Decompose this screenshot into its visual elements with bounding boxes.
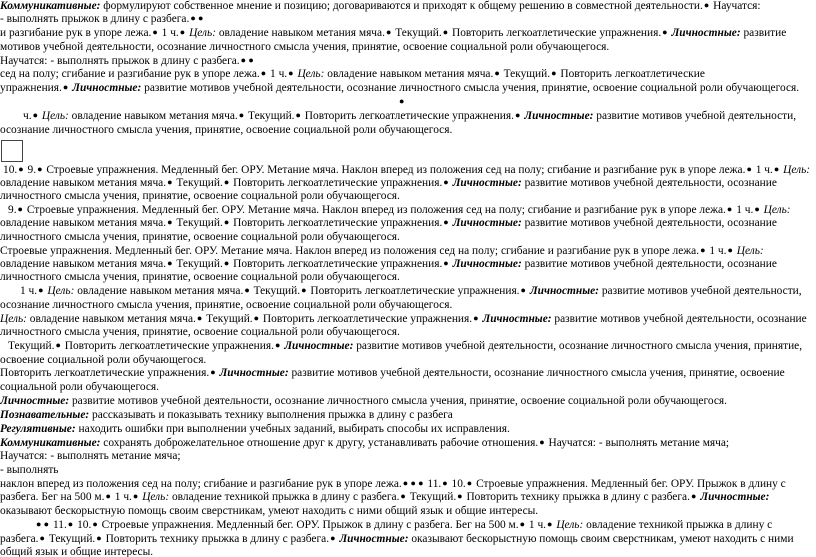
section-label: Личностные:: [339, 533, 409, 545]
text-line: [0, 491, 812, 504]
goal-label: Цель:: [763, 204, 791, 216]
text-run: 1 ч.: [267, 68, 288, 80]
section-label: Личностные:: [700, 491, 770, 503]
bullet-icon: ● ●: [36, 519, 50, 529]
text-run: Научатся:: [545, 437, 596, 449]
bullet-icon: ●: [223, 258, 230, 268]
text-run: Строевые упражнения. Медленный бег. ОРУ. Метание мяча. Наклон вперед из положения сед на полу; сгибание и разгибание рук в упоре лежа.: [0, 245, 700, 257]
text-line: [3, 164, 812, 177]
bullet-icon: ●: [330, 533, 336, 543]
text-run: 11.: [424, 478, 442, 490]
text-run: 9.: [8, 204, 17, 216]
text-run: Текущий.: [45, 533, 96, 545]
text-line: [0, 464, 812, 477]
text-line: [8, 204, 812, 217]
text-run: 11.: [50, 519, 67, 531]
text-line: [0, 437, 812, 450]
text-line: [0, 68, 812, 81]
text-line: [398, 96, 812, 109]
text-run: Повторить легкоатлетические упражнения.: [61, 340, 274, 352]
bullet-icon: ●: [385, 27, 392, 37]
text-run: развитие мотивов учебной деятельности, осознание: [521, 258, 777, 270]
text-line: [0, 381, 812, 394]
text-run: сохранять доброжелательное отношение друг к другу, устанавливать рабочие отношения.: [100, 437, 539, 449]
text-run: мотивов учебной деятельности, осознание личностного смысла учения, принятие, освоение социальной роли обучающегося.: [0, 41, 610, 53]
bullet-icon: ●: [443, 258, 449, 268]
bullet-icon: ●: [167, 177, 173, 187]
bullet-icon: ●: [132, 491, 139, 501]
text-run: овладение навыком метания мяча.: [26, 313, 196, 325]
text-run: Повторить легкоатлетические упражнения.: [301, 110, 514, 122]
text-run: овладение техникой прыжка в длину с: [583, 519, 773, 531]
text-run: рассказывать и показывать технику выполнения прыжка в длину с разбега: [89, 409, 453, 421]
bullet-icon: ●: [167, 217, 173, 227]
goal-label: Цель:: [189, 27, 217, 39]
text-run: Текущий.: [173, 258, 223, 270]
section-label: Личностные:: [284, 340, 354, 352]
text-line: [0, 271, 812, 284]
section-label: Познавательные:: [0, 409, 90, 421]
bullet-icon: ●: [700, 245, 706, 255]
text-run: общий язык и общие интересы.: [0, 546, 154, 557]
text-line: [0, 13, 812, 26]
bullet-icon: ●: [520, 285, 526, 295]
text-run: 10.: [448, 478, 466, 490]
bullet-icon: ●: [519, 519, 526, 529]
text-run: развитие: [740, 27, 787, 39]
goal-label: Цель:: [142, 491, 170, 503]
text-run: Повторить технику прыжка в длину с разбега.: [102, 533, 330, 545]
goal-label: Цель:: [0, 313, 27, 325]
text-run: 10.: [74, 519, 92, 531]
text-run: развитие мотивов учебной деятельности, осознание: [551, 313, 807, 325]
text-run: Повторить легкоатлетические упражнения.: [230, 217, 443, 229]
text-run: Текущий.: [173, 177, 223, 189]
text-run: 1 ч.: [752, 164, 773, 176]
text-run: Текущий.: [500, 68, 551, 80]
text-run: Текущий.: [8, 340, 55, 352]
bullet-icon: ●: [223, 177, 230, 187]
section-label: Личностные:: [72, 82, 142, 94]
text-run: личностного смысла учения, принятие, освоение социальной роли обучающегося.: [0, 190, 400, 202]
text-line: [0, 217, 812, 230]
text-line: [0, 177, 812, 190]
bullet-icon: ●: [443, 177, 449, 187]
empty-checkbox-frame: [1, 140, 23, 162]
text-run: Повторить легкоатлетические упражнения.: [230, 258, 443, 270]
text-run: Текущий.: [392, 27, 442, 39]
section-label: Личностные:: [524, 110, 594, 122]
text-run: Строевые упражнения. Медленный бег. ОРУ. Прыжок в длину с разбега. Бег на 500 м.: [98, 519, 519, 531]
goal-label: Цель:: [783, 164, 811, 176]
text-run: развитие мотивов учебной деятельности, осознание личностного смысла учения, принятие, освоение социальной роли обучающегося.: [69, 395, 727, 407]
text-line: [0, 409, 812, 422]
text-line: [0, 258, 812, 271]
bullet-icon: ●: [105, 491, 111, 501]
text-line: [0, 326, 812, 339]
text-run: развитие мотивов учебной деятельности, осознание личностного смысла учения, принятие,: [353, 340, 803, 352]
bullet-icon: ●: [39, 533, 45, 543]
text-run: овладение навыком метания мяча.: [0, 177, 167, 189]
bullet-icon: ●: [746, 164, 752, 174]
text-run: личностного смысла учения, принятие, освоение социальной роли обучающегося.: [0, 231, 400, 243]
bullet-icon: ●: [539, 437, 545, 447]
text-run: Строевые упражнения. Медленный бег. ОРУ. Метание мяча. Наклон вперед из положения сед на полу; сгибание и разгибание рук в упоре лежа.: [23, 204, 726, 216]
text-run: развитие мотивов учебной деятельности, осознание: [521, 217, 777, 229]
section-label: Личностные:: [452, 177, 522, 189]
bullet-icon: ●: [238, 110, 245, 120]
bullet-icon: ●: [494, 68, 500, 78]
text-line: [0, 478, 812, 491]
text-line: [0, 299, 812, 312]
text-run: Текущий.: [173, 217, 223, 229]
text-run: осознание личностного смысла учения, принятие, освоение социальной роли обучающегося.: [0, 299, 453, 311]
goal-label: Цель:: [41, 110, 69, 122]
text-line: [0, 190, 812, 203]
text-run: Повторить легкоатлетические упражнения.: [307, 285, 520, 297]
text-line: [0, 124, 812, 137]
text-run: 1 ч.: [733, 204, 754, 216]
text-run: 1 ч.: [526, 519, 547, 531]
bullet-icon: ●: [274, 340, 281, 350]
text-run: осознание личностного смысла учения, принятие, освоение социальной роли обучающегося.: [0, 124, 453, 136]
bullet-icon: ● ●: [240, 55, 254, 65]
bullet-icon: ●: [37, 164, 43, 174]
text-run: - выполнять метание мяча;: [595, 437, 730, 449]
bullet-icon: ●: [223, 217, 230, 227]
bullet-icon: ●: [260, 68, 267, 78]
text-run: Повторить легкоатлетические упражнения.: [260, 313, 473, 325]
text-line: [0, 231, 812, 244]
bullet-icon: ●: [400, 491, 406, 501]
text-run: Текущий.: [203, 313, 253, 325]
text-run: Текущий.: [245, 110, 295, 122]
text-run: овладение навыком метания мяча.: [0, 258, 167, 270]
bullet-icon: ●: [196, 313, 203, 323]
text-run: Повторить легкоатлетические упражнения.: [449, 27, 662, 39]
text-line: [0, 367, 812, 380]
bullet-icon: ●: [773, 164, 780, 174]
text-run: Повторить технику прыжка в длину с разбега.: [463, 491, 690, 503]
text-run: сед на полу; сгибание и разгибание рук в упоре лежа.: [0, 68, 260, 80]
bullet-icon: ●: [442, 478, 448, 488]
bullet-icon: ●: [442, 27, 449, 37]
section-label: Личностные:: [482, 313, 552, 325]
text-run: Повторить легкоатлетические упражнения.: [0, 367, 210, 379]
bullet-icon: ●: [167, 258, 173, 268]
text-run: наклон вперед из положения сед на полу; сгибание и разгибание рук в упоре лежа.: [0, 478, 402, 490]
bullet-icon: ●: [55, 340, 61, 350]
text-run: 1 ч.: [158, 27, 179, 39]
bullet-icon: ●: [443, 217, 449, 227]
section-label: Личностные:: [452, 258, 522, 270]
bullet-icon: ●: [92, 519, 98, 529]
text-line: [0, 505, 812, 518]
section-label: Личностные:: [529, 285, 599, 297]
bullet-icon: ●: [152, 27, 158, 37]
goal-label: Цель:: [736, 245, 764, 257]
text-line: [0, 0, 812, 13]
text-line: [0, 41, 812, 54]
bullet-icon: ●: [253, 313, 260, 323]
text-line: [0, 354, 812, 367]
text-line: [35, 519, 812, 532]
text-run: - выполнять: [0, 464, 59, 476]
text-run: 10.: [3, 164, 18, 176]
text-run: - выполнять прыжок в длину с разбега.: [47, 55, 240, 67]
text-run: Научатся:: [0, 55, 48, 67]
text-run: 9.: [24, 164, 37, 176]
bullet-icon: ●: [96, 533, 102, 543]
text-run: овладение навыком метания мяча.: [324, 68, 494, 80]
bullet-icon: ●: [38, 285, 44, 295]
bullet-icon: ●: [295, 110, 301, 120]
text-run: Научатся:: [710, 0, 761, 12]
text-run: развитие мотивов учебной деятельности, осознание личностного смысла учения, принятие, освоение: [288, 367, 785, 379]
text-line: [0, 245, 812, 258]
bullet-icon: ●: [301, 285, 307, 295]
text-run: личностного смысла учения, принятие, освоение социальной роли обучающегося.: [0, 271, 400, 283]
text-line: [8, 340, 812, 353]
text-run: освоение социальной роли обучающегося.: [0, 354, 207, 366]
text-run: - выполнять метание мяча;: [47, 450, 181, 462]
text-run: Текущий.: [406, 491, 457, 503]
text-run: 1 ч.: [20, 285, 38, 297]
bullet-icon: ●: [67, 519, 74, 529]
bullet-icon: ●: [473, 313, 479, 323]
text-line: [0, 395, 812, 408]
text-run: развитие мотивов учебной деятельности, осознание: [521, 177, 777, 189]
bullet-icon: ●: [754, 204, 760, 214]
text-run: овладение навыком метания мяча.: [68, 110, 238, 122]
goal-label: Цель:: [556, 519, 584, 531]
text-run: Научатся:: [0, 450, 48, 462]
bullet-icon: ●: [32, 110, 39, 120]
text-run: личностного смысла учения, принятие, освоение социальной роли обучающегося.: [0, 326, 400, 338]
section-label: Личностные:: [219, 367, 289, 379]
text-run: оказывают бескорыстную помощь своим сверстникам, умеют находить с ними общий язык и общие интересы.: [0, 505, 539, 517]
text-line: [0, 450, 812, 463]
goal-label: Цель:: [297, 68, 325, 80]
section-label: Коммуникативные:: [0, 0, 101, 12]
bullet-icon: ●: [662, 27, 668, 37]
bullet-icon: ●: [703, 0, 710, 10]
text-run: овладение техникой прыжка в длину с разбега.: [169, 491, 400, 503]
text-run: - выполнять прыжок в длину с разбега.: [0, 13, 190, 25]
text-run: и разгибание рук в упоре лежа.: [0, 27, 152, 39]
text-line: [0, 82, 812, 95]
text-run: развитие мотивов учебной деятельности,: [593, 110, 797, 122]
text-run: Строевые упражнения. Медленный бег. ОРУ. Прыжок в длину с: [473, 478, 786, 490]
text-run: находить ошибки при выполнении учебных заданий, выбирать способы их исправления.: [75, 423, 510, 435]
text-line: [20, 285, 812, 298]
section-label: Коммуникативные:: [0, 437, 101, 449]
bullet-icon: ●: [690, 491, 697, 501]
text-run: 1 ч.: [111, 491, 132, 503]
bullet-icon: ●: [288, 68, 294, 78]
section-label: Личностные:: [452, 217, 522, 229]
text-run: развитие мотивов учебной деятельности,: [598, 285, 802, 297]
section-label: Личностные:: [0, 395, 70, 407]
text-run: разбега. Бег на 500 м.: [0, 491, 105, 503]
text-run: упражнения.: [0, 82, 62, 94]
section-label: Регулятивные:: [0, 423, 76, 435]
bullet-icon: ●: [62, 82, 69, 92]
text-run: ч.: [23, 110, 32, 122]
text-run: 1 ч.: [706, 245, 727, 257]
text-run: разбега.: [0, 533, 39, 545]
text-run: Повторить легкоатлетические: [557, 68, 705, 80]
text-run: овладение навыком метания мяча.: [74, 285, 244, 297]
bullet-icon: ●: [466, 478, 473, 488]
bullet-icon: ●: [551, 68, 557, 78]
goal-label: Цель:: [47, 285, 75, 297]
text-line: [0, 55, 812, 68]
bullet-icon: ●: [179, 27, 186, 37]
text-line: [0, 313, 812, 326]
bullet-icon: ● ●: [190, 13, 204, 23]
text-line: [0, 27, 812, 40]
text-run: социальной роли обучающегося.: [0, 381, 159, 393]
bullet-icon: ●: [457, 491, 463, 501]
text-run: развитие мотивов учебной деятельности, осознание личностного смысла учения, принятие, освоение социальной роли обучающегося.: [141, 82, 800, 94]
text-line: [23, 110, 812, 123]
bullet-icon: ●: [514, 110, 521, 120]
bullet-icon: ●: [547, 519, 553, 529]
text-line: [0, 546, 812, 557]
text-run: овладение навыком метания мяча.: [0, 217, 167, 229]
text-run: Строевые упражнения. Медленный бег. ОРУ. Метание мяча. Наклон вперед из положения сед на полу; сгибание и разгибание рук в упоре лежа.: [43, 164, 746, 176]
bullet-icon: ●: [18, 164, 24, 174]
text-line: [0, 423, 812, 436]
text-run: Текущий.: [250, 285, 301, 297]
bullet-icon: ● ● ●: [402, 478, 424, 488]
bullet-icon: ●: [399, 96, 405, 106]
bullet-icon: ●: [726, 204, 733, 214]
bullet-icon: ●: [727, 245, 733, 255]
text-line: [0, 533, 812, 546]
text-run: оказывают бескорыстную помощь своим сверстникам, умеют находить с ними: [408, 533, 794, 545]
text-run: овладение навыком метания мяча.: [216, 27, 385, 39]
text-run: формулируют собственное мнение и позицию; договариваются и приходят к общему решению в совместной деятельности.: [100, 0, 703, 12]
bullet-icon: ●: [210, 367, 216, 377]
bullet-icon: ●: [244, 285, 250, 295]
text-run: Повторить легкоатлетические упражнения.: [230, 177, 443, 189]
section-label: Личностные:: [671, 27, 741, 39]
bullet-icon: ●: [17, 204, 23, 214]
